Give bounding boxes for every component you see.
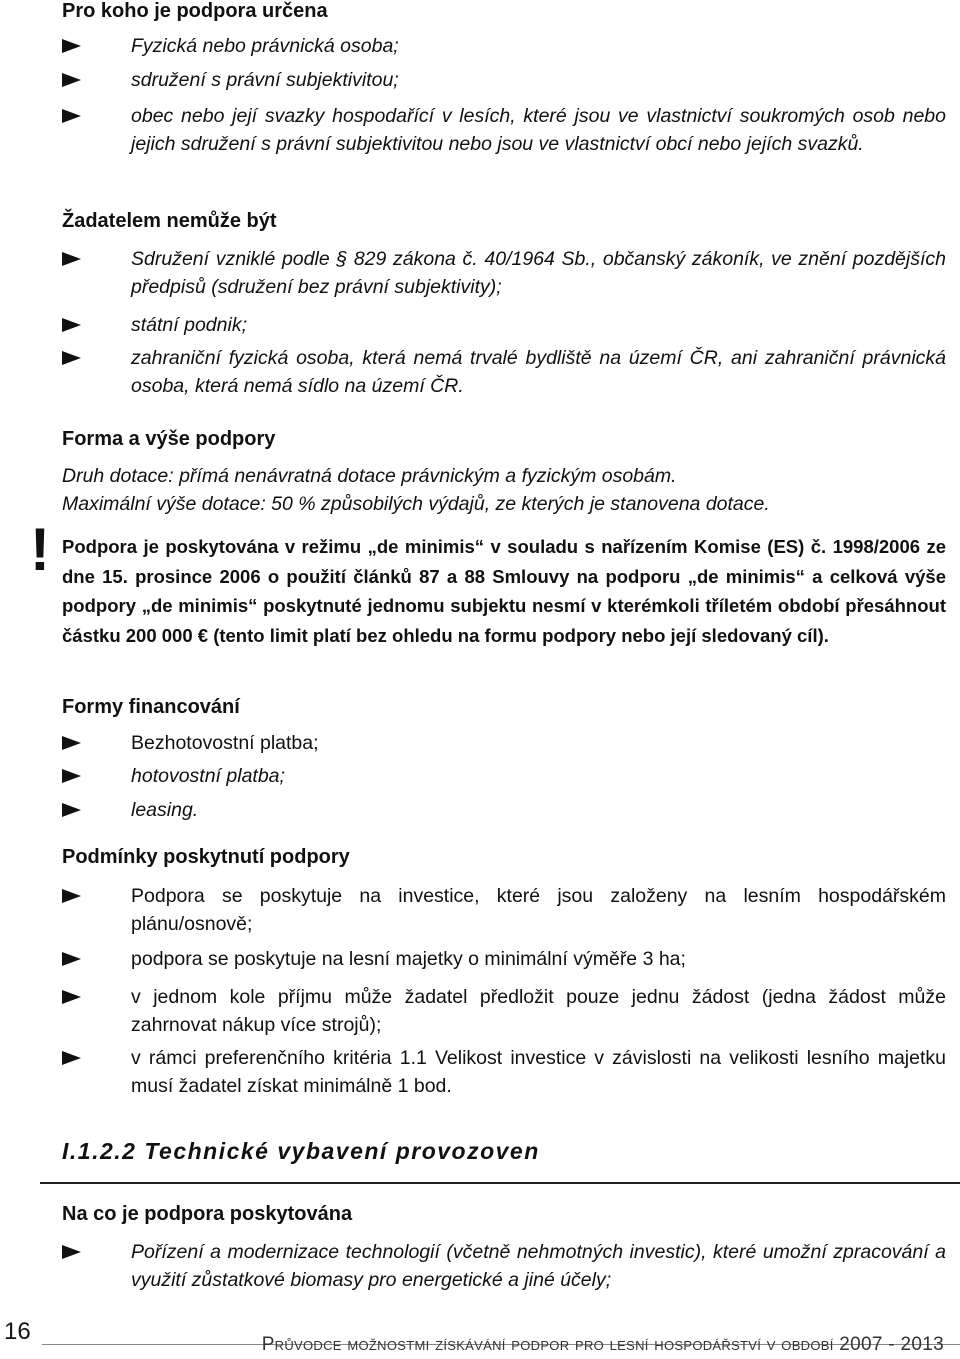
- section-title: I.1.2.2 Technické vybavení provozoven: [62, 1138, 540, 1164]
- footer-title: [262, 1334, 944, 1356]
- warning-exclamation-icon: !: [30, 516, 50, 583]
- heading-not-eligible: Žadatelem nemůže být: [62, 210, 277, 232]
- de-minimis-note: Podpora je poskytována v režimu „de minimis“ v souladu s nařízením Komise (ES) č. 1998/2006 ze dne 15. prosince 2006 o použití článků 87 a 88 Smlouvy na podporu „de minimis“ a celková výše podpory „de minimis“ poskytnuté jednomu subjektu nesmí v kterémkoli tříletém období přesáhnout částku 200 000 € (tento limit platí bez ohledu na formu podpory nebo její sledovaný cíl).: [62, 536, 946, 646]
- list-item: [62, 66, 946, 94]
- bullet-arrow-icon: [62, 109, 81, 123]
- list-item: [62, 32, 946, 60]
- list-item: [62, 245, 946, 301]
- bullet-arrow-icon: [62, 39, 81, 53]
- list-item-text: obec nebo její svazky hospodařící v lesích, které jsou ve vlastnictví soukromých osob nebo jejich sdružení s právní subjektivitou nebo jsou ve vlastnictví obcí nebo jejích svazků.: [131, 105, 946, 155]
- heading-who: Pro koho je podpora určena: [62, 0, 328, 22]
- list-item-text: sdružení s právní subjektivitou;: [131, 69, 399, 91]
- list-item-text: podpora se poskytuje na lesní majetky o minimální výměře 3 ha;: [131, 948, 686, 970]
- list-item: [62, 102, 946, 158]
- list-item-text: hotovostní platba;: [131, 765, 285, 787]
- heading-form: Forma a výše podpory: [62, 428, 276, 450]
- list-item-text: Fyzická nebo právnická osoba;: [131, 35, 399, 57]
- bullet-arrow-icon: [62, 990, 81, 1004]
- list-item: [62, 983, 946, 1039]
- bullet-arrow-icon: [62, 1051, 81, 1065]
- list-item-text: státní podnik;: [131, 314, 247, 336]
- list-item-text: Podpora se poskytuje na investice, které jsou založeny na lesním hospodářském plánu/osnově;: [131, 885, 946, 935]
- list-item-text: zahraniční fyzická osoba, která nemá trvalé bydliště na území ČR, ani zahraniční právnická osoba, která nemá sídlo na území ČR.: [131, 347, 946, 397]
- bullet-arrow-icon: [62, 769, 81, 783]
- section-divider: [40, 1182, 960, 1184]
- form-type-text: Druh dotace: přímá nenávratná dotace právnickým a fyzickým osobám.: [62, 465, 677, 487]
- bullet-arrow-icon: [62, 1245, 81, 1259]
- bullet-arrow-icon: [62, 252, 81, 266]
- form-max-text: Maximální výše dotace: 50 % způsobilých výdajů, ze kterých je stanovena dotace.: [62, 493, 770, 515]
- list-item: [62, 1044, 946, 1100]
- list-item-text: Pořízení a modernizace technologií (včetně nehmotných investic), které umožní zpracování a využití zůstatkové biomasy pro energetické a jiné účely;: [131, 1241, 946, 1291]
- heading-what: Na co je podpora poskytována: [62, 1203, 353, 1225]
- list-item-text: v rámci preferenčního kritéria 1.1 Velikost investice v závislosti na velikosti lesního majetku musí žadatel získat minimálně 1 bod.: [131, 1047, 946, 1097]
- list-item: [62, 762, 946, 790]
- list-item-text: Sdružení vzniklé podle § 829 zákona č. 40/1964 Sb., občanský zákoník, ve znění pozdějších předpisů (sdružení bez právní subjektivity);: [131, 248, 946, 298]
- footer-guide-title: Průvodce možnostmi získávání podpor pro lesní hospodářství v období: [261, 1334, 834, 1355]
- bullet-arrow-icon: [62, 803, 81, 817]
- bullet-arrow-icon: [62, 73, 81, 87]
- list-item-text: leasing.: [131, 799, 199, 821]
- list-item-text: Bezhotovostní platba;: [131, 732, 319, 754]
- heading-conditions: Podmínky poskytnutí podpory: [62, 846, 350, 868]
- list-item: [62, 729, 946, 757]
- list-item-text: v jednom kole příjmu může žadatel předložit pouze jednu žádost (jedna žádost může zahrnovat nákup více strojů);: [131, 986, 946, 1036]
- bullet-arrow-icon: [62, 889, 81, 903]
- heading-financing: Formy financování: [62, 696, 240, 718]
- list-item: [62, 882, 946, 938]
- list-item: [62, 1238, 946, 1294]
- list-item: [62, 945, 946, 973]
- bullet-arrow-icon: [62, 318, 81, 332]
- list-item: [62, 344, 946, 400]
- list-item: [62, 796, 946, 824]
- bullet-arrow-icon: [62, 351, 81, 365]
- bullet-arrow-icon: [62, 736, 81, 750]
- page-number: 16: [4, 1318, 31, 1345]
- footer-years: 2007 - 2013: [839, 1334, 944, 1355]
- list-item: [62, 311, 946, 339]
- bullet-arrow-icon: [62, 952, 81, 966]
